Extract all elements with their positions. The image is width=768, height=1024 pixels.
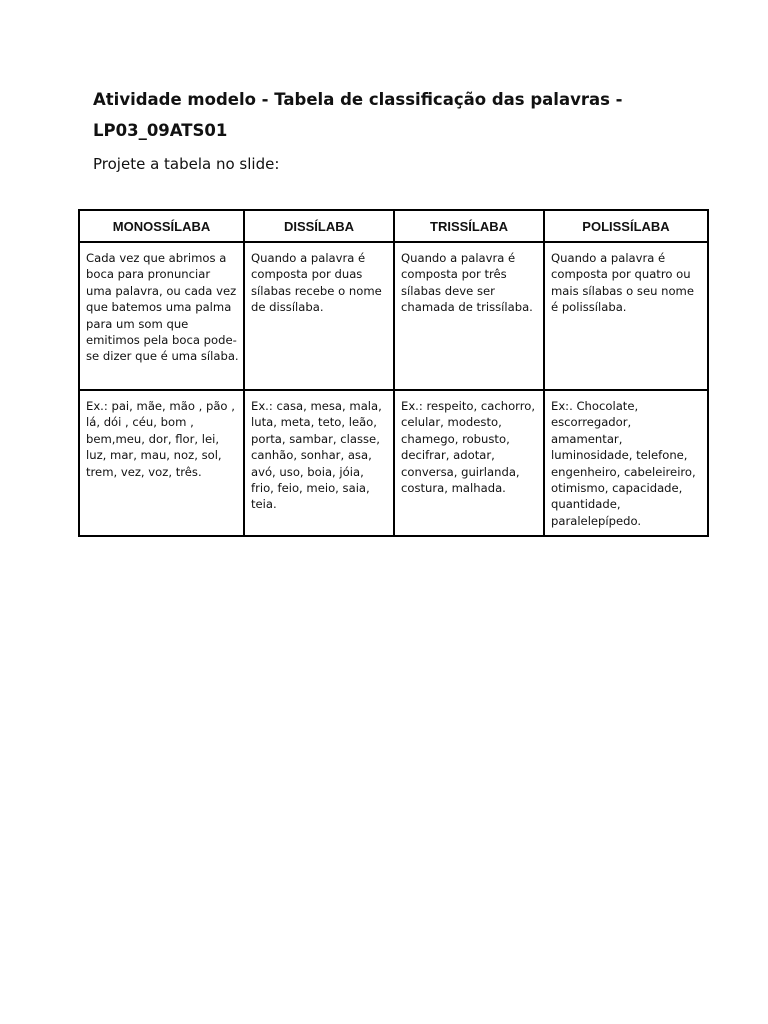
examples-cell-trissilaba	[394, 390, 544, 536]
description-text: Quando a palavra é composta por três sílabas deve ser chamada de trissílaba.	[401, 251, 533, 315]
header-monossilaba: MONOSSÍLABA	[79, 210, 244, 242]
description-text: Cada vez que abrimos a boca para pronunciar uma palavra, ou cada vez que batemos uma palma para um som que emitimos pela boca pode-se dizer que é uma sílaba.	[86, 251, 239, 364]
document-title: Atividade modelo - Tabela de classificação das palavras - LP03_09ATS01	[93, 90, 623, 140]
syllable-classification-table	[78, 209, 709, 537]
header-dissilaba: DISSÍLABA	[244, 210, 394, 242]
examples-text: Ex.: pai, mãe, mão , pão , lá, dói , céu, bom , bem,meu, dor, flor, lei, luz, mar, mau, noz, sol, trem, vez, voz, três.	[86, 399, 235, 479]
examples-cell-dissilaba	[244, 390, 394, 536]
instruction-text: Projete a tabela no slide:	[93, 155, 280, 173]
description-cell-monossilaba	[79, 242, 244, 390]
examples-text: Ex:. Chocolate, escorregador, amamentar, luminosidade, telefone, engenheiro, cabeleireiro, otimismo, capacidade, quantidade, paralelepípedo.	[551, 399, 696, 528]
description-row	[79, 242, 708, 390]
header-polissilaba: POLISSÍLABA	[544, 210, 708, 242]
examples-cell-monossilaba	[79, 390, 244, 536]
description-cell-polissilaba	[544, 242, 708, 390]
description-cell-dissilaba	[244, 242, 394, 390]
examples-row	[79, 390, 708, 536]
examples-text: Ex.: respeito, cachorro, celular, modesto, chamego, robusto, decifrar, adotar, conversa, guirlanda, costura, malhada.	[401, 399, 536, 496]
examples-text: Ex.: casa, mesa, mala, luta, meta, teto, leão, porta, sambar, classe, canhão, sonhar, asa, avó, uso, boia, jóia, frio, feio, meio, saia, teia.	[251, 399, 382, 512]
description-text: Quando a palavra é composta por quatro ou mais sílabas o seu nome é polissílaba.	[551, 251, 694, 315]
description-text: Quando a palavra é composta por duas sílabas recebe o nome de dissílaba.	[251, 251, 382, 315]
examples-cell-polissilaba	[544, 390, 708, 536]
header-trissilaba: TRISSÍLABA	[394, 210, 544, 242]
description-cell-trissilaba	[394, 242, 544, 390]
header-row	[79, 210, 708, 242]
